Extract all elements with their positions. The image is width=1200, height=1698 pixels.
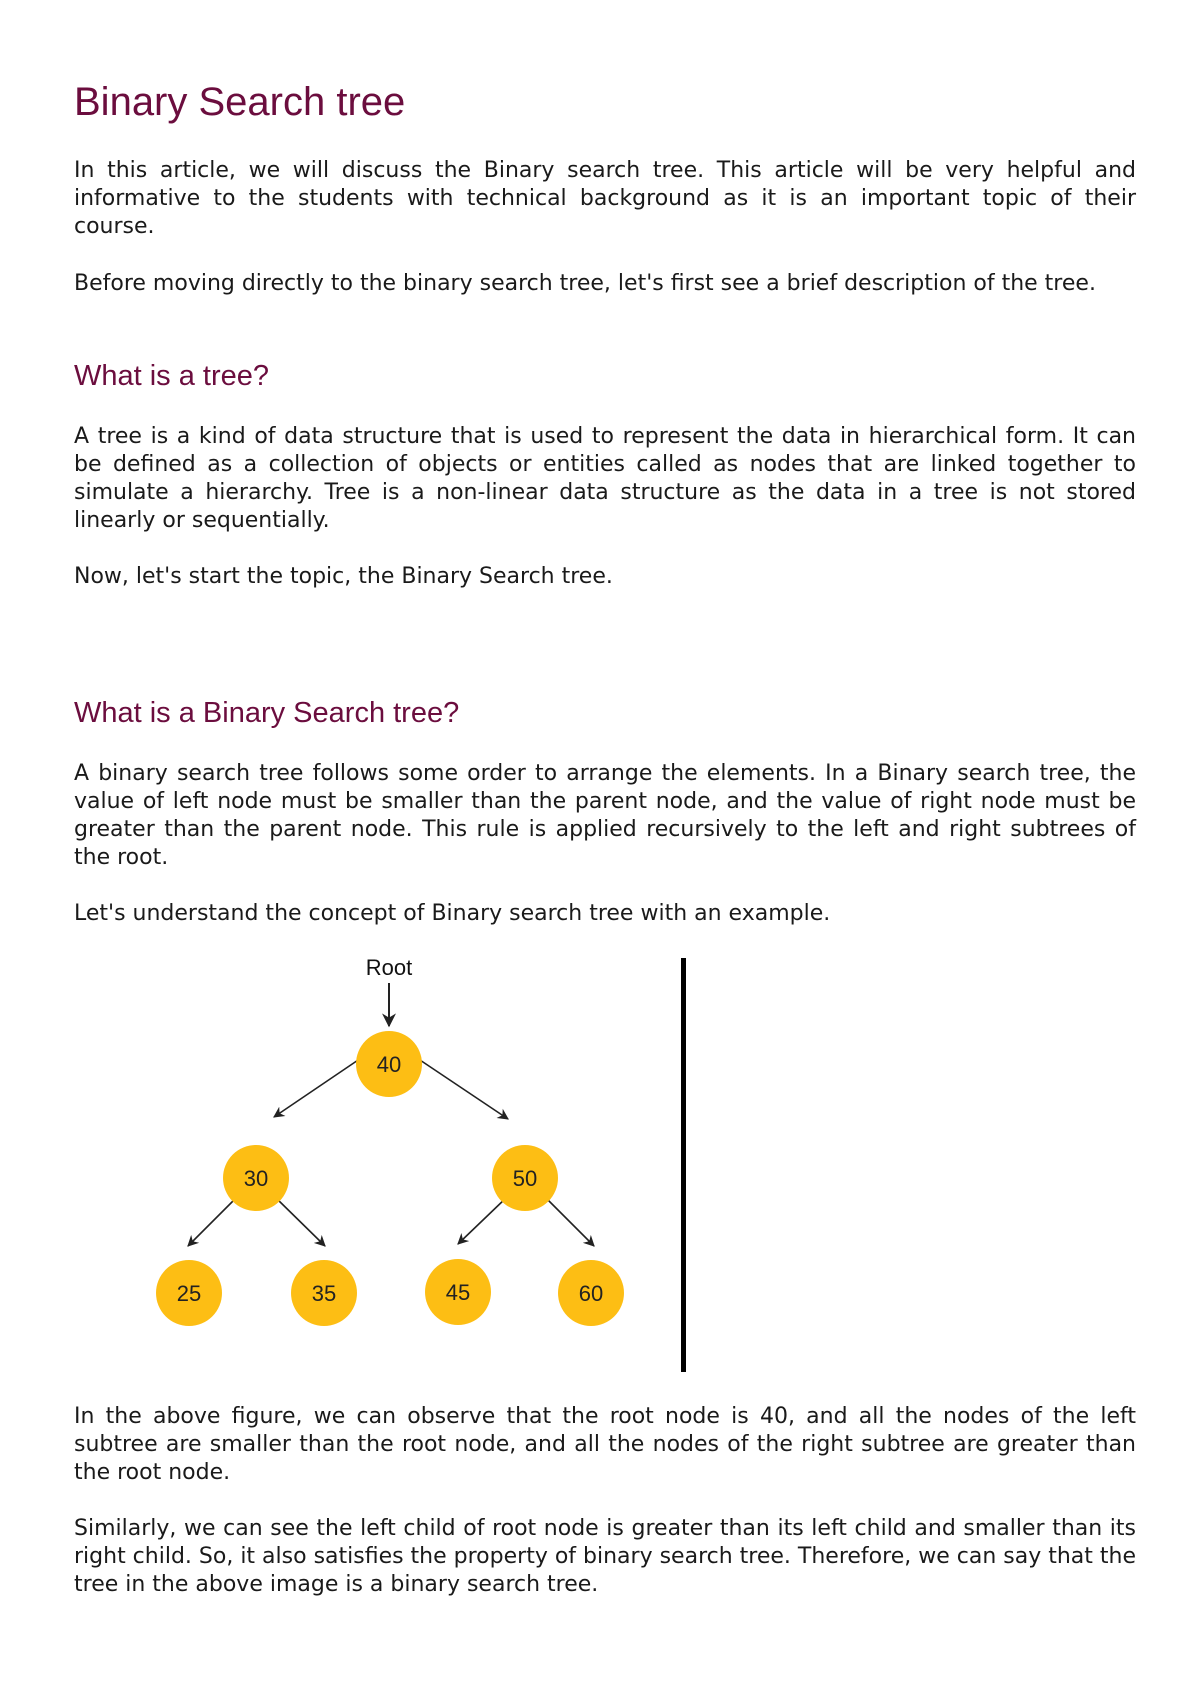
- edge-50-45: [458, 1197, 507, 1244]
- edge-40-30: [274, 1054, 367, 1117]
- heading-what-is-tree: What is a tree?: [74, 360, 270, 392]
- edge-50-60: [545, 1197, 594, 1246]
- node-left-value: 30: [243, 1166, 269, 1191]
- node-right: [492, 1145, 558, 1211]
- page-title: Binary Search tree: [74, 80, 406, 124]
- node-right-left-value: 45: [445, 1280, 471, 1305]
- intro-paragraph-1: In this article, we will discuss the Binary search tree. This article will be very helpful and informative to the students with technical background as it is an important topic of their course.: [74, 158, 1136, 239]
- bst-diagram: [74, 952, 694, 1382]
- edge-30-25: [188, 1197, 237, 1246]
- bst-paragraph-1: A binary search tree follows some order to arrange the elements. In a Binary search tree, the value of left node must be smaller than the parent node, and the value of right node must be greater than the parent node. This rule is applied recursively to the left and right subtrees of the root.: [74, 761, 1136, 870]
- node-left: [223, 1145, 289, 1211]
- figure-explanation-paragraph-1: In the above figure, we can observe that the root node is 40, and all the nodes of the left subtree are smaller than the root node, and all the nodes of the right subtree are greater than the root node.: [74, 1404, 1136, 1485]
- node-root: [356, 1031, 422, 1097]
- tree-paragraph-2: Now, let's start the topic, the Binary Search tree.: [74, 564, 613, 589]
- node-left-right-value: 35: [311, 1281, 337, 1306]
- root-label: Root: [365, 955, 413, 980]
- node-right-left: [425, 1259, 491, 1325]
- figure-explanation-paragraph-2: Similarly, we can see the left child of root node is greater than its left child and smaller than its right child. So, it also satisfies the property of binary search tree. Therefore, we can say that the tree in the above image is a binary search tree.: [74, 1516, 1136, 1597]
- intro-paragraph-2: Before moving directly to the binary search tree, let's first see a brief description of the tree.: [74, 271, 1096, 296]
- node-left-left: [156, 1260, 222, 1326]
- bst-figure: [74, 952, 694, 1382]
- node-root-value: 40: [376, 1052, 402, 1077]
- node-left-right: [291, 1260, 357, 1326]
- tree-paragraph-1: A tree is a kind of data structure that is used to represent the data in hierarchical form. It can be defined as a collection of objects or entities called as nodes that are linked together to simulate a hierarchy. Tree is a non-linear data structure as the data in a tree is not stored linearly or sequentially.: [74, 424, 1136, 533]
- figure-divider: [681, 958, 686, 1372]
- node-left-left-value: 25: [176, 1281, 202, 1306]
- node-right-right-value: 60: [578, 1281, 604, 1306]
- edge-40-50: [411, 1054, 508, 1119]
- edge-30-35: [275, 1197, 325, 1246]
- bst-paragraph-2: Let's understand the concept of Binary search tree with an example.: [74, 901, 831, 926]
- node-right-value: 50: [512, 1166, 538, 1191]
- node-right-right: [558, 1260, 624, 1326]
- heading-what-is-bst: What is a Binary Search tree?: [74, 697, 460, 729]
